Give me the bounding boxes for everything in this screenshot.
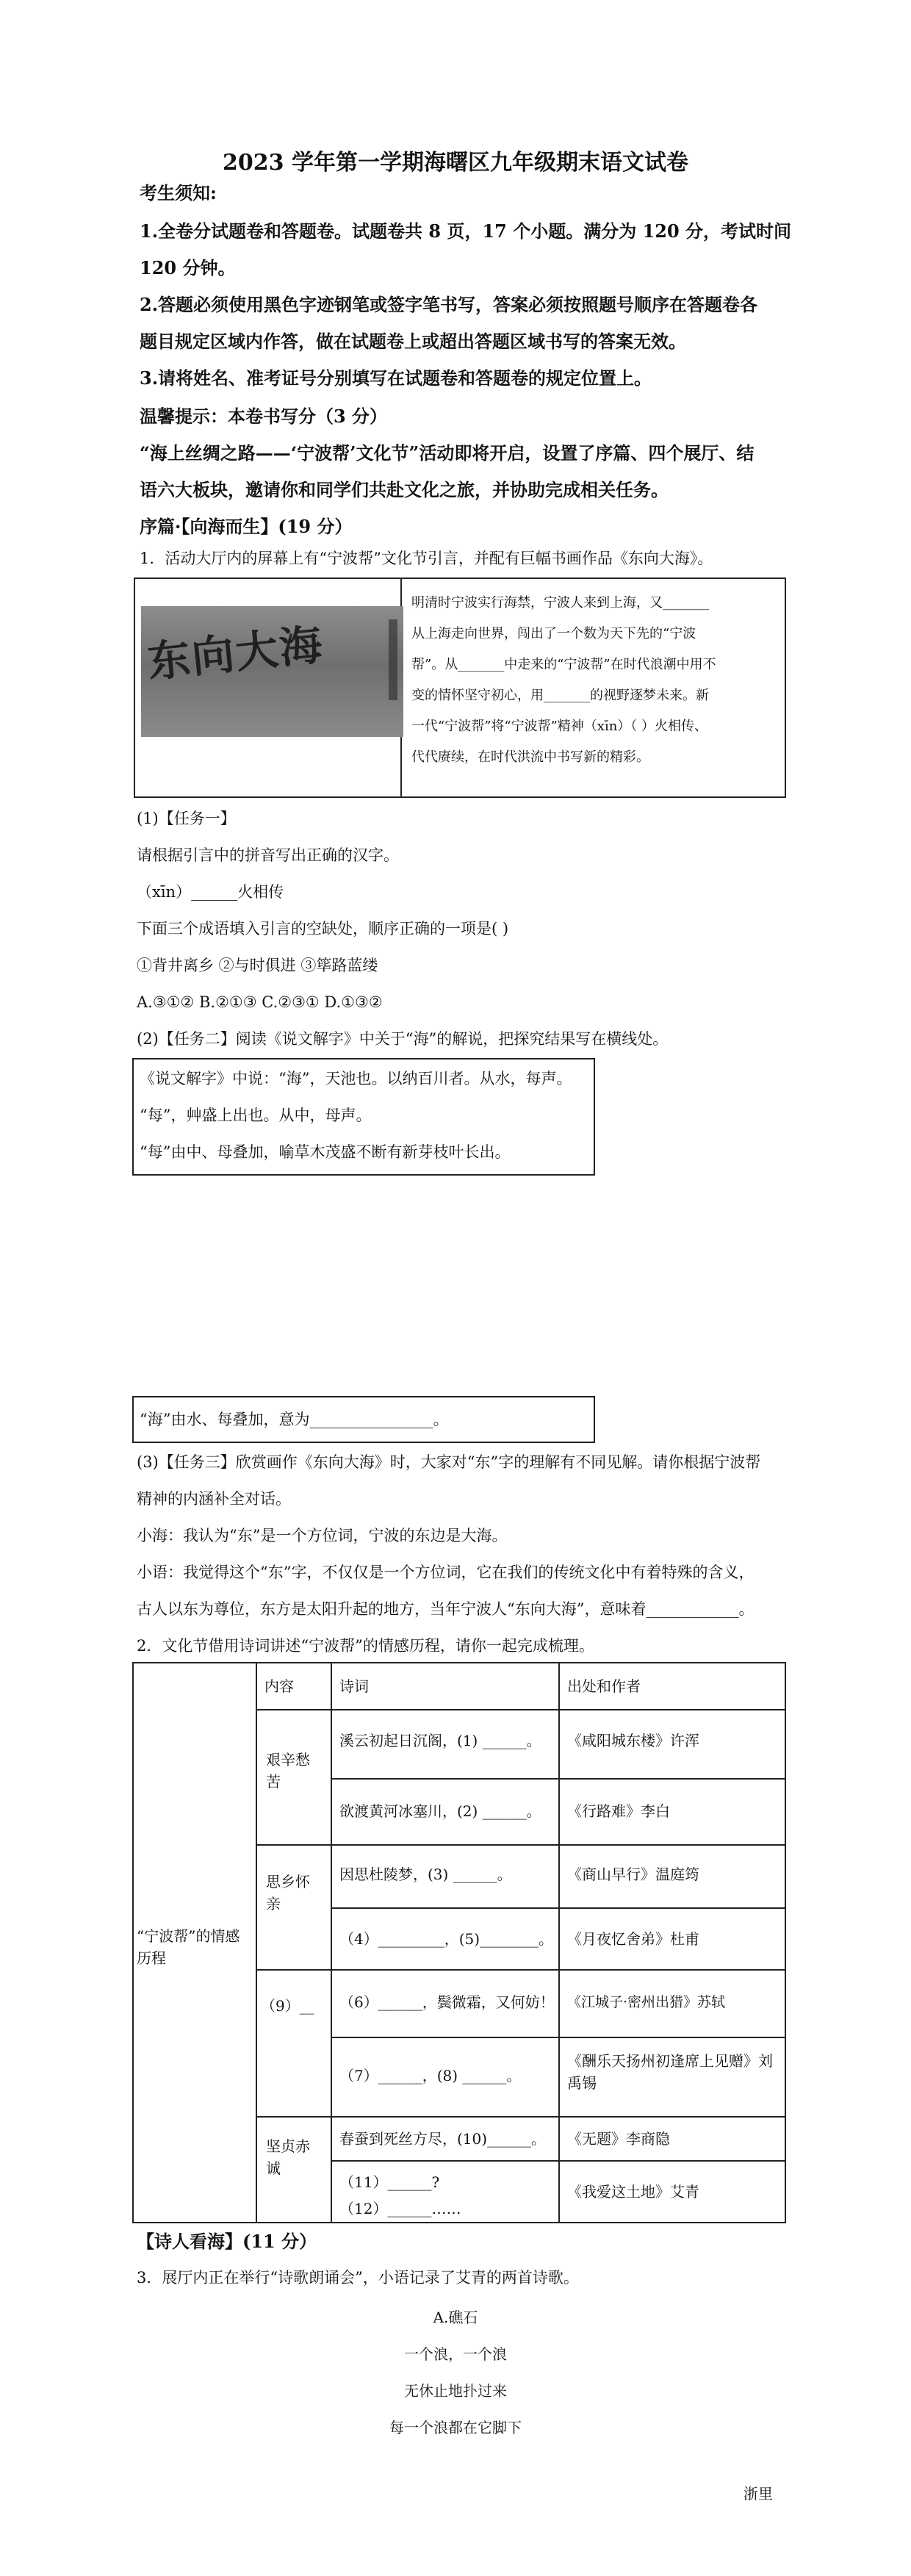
task3-line: 小语：我觉得这个“东”字，不仅仅是一个方位词，它在我们的传统文化中有着特殊的含义，	[137, 1564, 755, 1581]
table-cell: 《月夜忆舍弟》杜甫	[567, 1930, 699, 1948]
question-stem: 2．文化节借用诗词讲述“宁波帮”的情感历程，请你一起完成梳理。	[137, 1637, 594, 1655]
task2-label: (2)【任务二】阅读《说文解字》中关于“海”的解说，把探究结果写在横线处。	[137, 1030, 669, 1048]
shuowen-line: “每”，艸盛上出也。从中，母声。	[140, 1107, 372, 1124]
table-cell: 因思杜陵梦，(3) ______。	[339, 1866, 512, 1883]
notice-line: 120 分钟。	[140, 257, 236, 278]
table-cell: （4）_________，(5)________。	[339, 1930, 554, 1948]
notice-line: 1.全卷分试题卷和答题卷。试题卷共 8 页，17 个小题。满分为 120 分，考试时间	[140, 220, 792, 242]
table-cell: 《我爱这土地》艾青	[567, 2183, 699, 2201]
group-label: 艰辛愁苦	[266, 1751, 310, 1791]
page-title: 2023 学年第一学期海曙区九年级期末语文试卷	[223, 150, 688, 176]
shuowen-line: “每”由中、母叠加，喻草木茂盛不断有新芽枝叶长出。	[140, 1143, 511, 1161]
task1-question: 请根据引言中的拼音写出正确的汉字。	[137, 846, 399, 864]
group-label: 思乡怀亲	[266, 1873, 310, 1913]
table-cell: 《酬乐天扬州初逢席上见赠》刘禹锡	[567, 2052, 773, 2092]
notice-line: 3.请将姓名、准考证号分别填写在试题卷和答题卷的规定位置上。	[140, 367, 652, 389]
row-title: “宁波帮”的情感历程	[137, 1927, 240, 1967]
task1-label: (1)【任务一】	[137, 810, 236, 827]
footer-watermark: 浙里	[743, 2485, 773, 2503]
table-cell: 《无题》李商隐	[567, 2130, 670, 2148]
task3-line: (3)【任务三】欣赏画作《东向大海》时，大家对“东”字的理解有不同见解。请你根据宁波帮	[137, 1453, 761, 1471]
table-header: 诗词	[339, 1677, 369, 1695]
task1-blank: （xīn）______火相传	[137, 883, 284, 901]
shuowen-line: 《说文解字》中说：“海”，天池也。以纳百川者。从水，每声。	[140, 1070, 572, 1087]
poem-title: A.礁石	[433, 2309, 478, 2326]
idiom-list: ①背井离乡 ②与时俱进 ③筚路蓝缕	[137, 957, 378, 974]
table-cell: （7）______，(8) ______。	[339, 2067, 522, 2084]
table-cell: （11）______? （12）______……	[339, 2173, 461, 2217]
poem-line: 无休止地扑过来	[404, 2382, 507, 2400]
table-cell: 溪云初起日沉阁，(1) ______。	[339, 1732, 541, 1749]
table-cell: （6）______，鬓微霜，又何妨！	[339, 1993, 555, 2011]
table-header: 出处和作者	[567, 1677, 641, 1695]
notice-line: 2.答题必须使用黑色字迹钢笔或签字笔书写，答案必须按照题号顺序在答题卷各	[140, 294, 758, 315]
table-cell: 《行路难》李白	[567, 1802, 670, 1820]
table-header: 内容	[264, 1677, 294, 1695]
section-heading: 【诗人看海】(11 分）	[137, 2231, 317, 2252]
intro-line: 语六大板块，邀请你和同学们共赴文化之旅，并协助完成相关任务。	[140, 479, 669, 500]
question-stem: 3．展厅内正在举行“诗歌朗诵会”，小语记录了艾青的两首诗歌。	[137, 2269, 579, 2287]
table-cell: 春蚕到死丝方尽，(10)______。	[339, 2130, 547, 2148]
group-label: 坚贞赤诚	[266, 2137, 310, 2177]
task3-line: 小海：我认为“东”是一个方位词，宁波的东边是大海。	[137, 1527, 508, 1544]
question-stem: 1．活动大厅内的屏幕上有“宁波帮”文化节引言，并配有巨幅书画作品《东向大海》。	[140, 550, 713, 567]
notice-line: 题目规定区域内作答，做在试题卷上或超出答题区域书写的答案无效。	[140, 331, 686, 352]
poem-line: 每一个浪都在它脚下	[389, 2419, 522, 2436]
table-cell: 《商山早行》温庭筠	[567, 1866, 699, 1883]
answer-options: A.③①② B.②①③ C.②③① D.①③②	[137, 993, 383, 1011]
task1-question2: 下面三个成语填入引言的空缺处，顺序正确的一项是( )	[137, 920, 509, 938]
task3-line: 古人以东为尊位，东方是太阳升起的地方，当年宁波人“东向大海”，意味着____________。	[137, 1600, 755, 1618]
section-heading: 序篇·【向海而生】(19 分）	[140, 516, 353, 537]
task3-line: 精神的内涵补全对话。	[137, 1490, 291, 1508]
group-label: （9）__	[261, 1997, 314, 2015]
notice-heading: 考生须知:	[140, 182, 217, 204]
notice-tip: 温馨提示：本卷书写分（3 分）	[140, 406, 388, 427]
intro-passage: 明清时宁波实行海禁，宁波人来到上海，又_______ 从上海走向世界，闯出了一个数为天下先的“宁波 帮”。从_______中走来的“宁波帮”在时代浪潮中用不 变的情怀坚守初心，用_______的视野逐梦未来。新 一代“宁波帮”将“宁波帮”精神（xīn）（ ）火相传、 代代赓续，在时代洪流中书写新的精彩。	[411, 595, 716, 765]
table-cell: 《江城子·密州出猎》苏轼	[567, 1994, 726, 2010]
painting-calligraphy: 东向大海	[145, 619, 326, 688]
painting-signature	[389, 619, 397, 700]
poem-line: 一个浪，一个浪	[404, 2345, 507, 2363]
table-cell: 欲渡黄河冰塞川，(2) ______。	[339, 1802, 541, 1820]
answer-line: “海”由水、每叠加，意为________________。	[140, 1411, 449, 1428]
table-cell: 《咸阳城东楼》许浑	[567, 1732, 699, 1749]
intro-line: “海上丝绸之路——‘宁波帮’文化节”活动即将开启，设置了序篇、四个展厅、结	[140, 442, 755, 464]
painting-image	[141, 606, 403, 737]
